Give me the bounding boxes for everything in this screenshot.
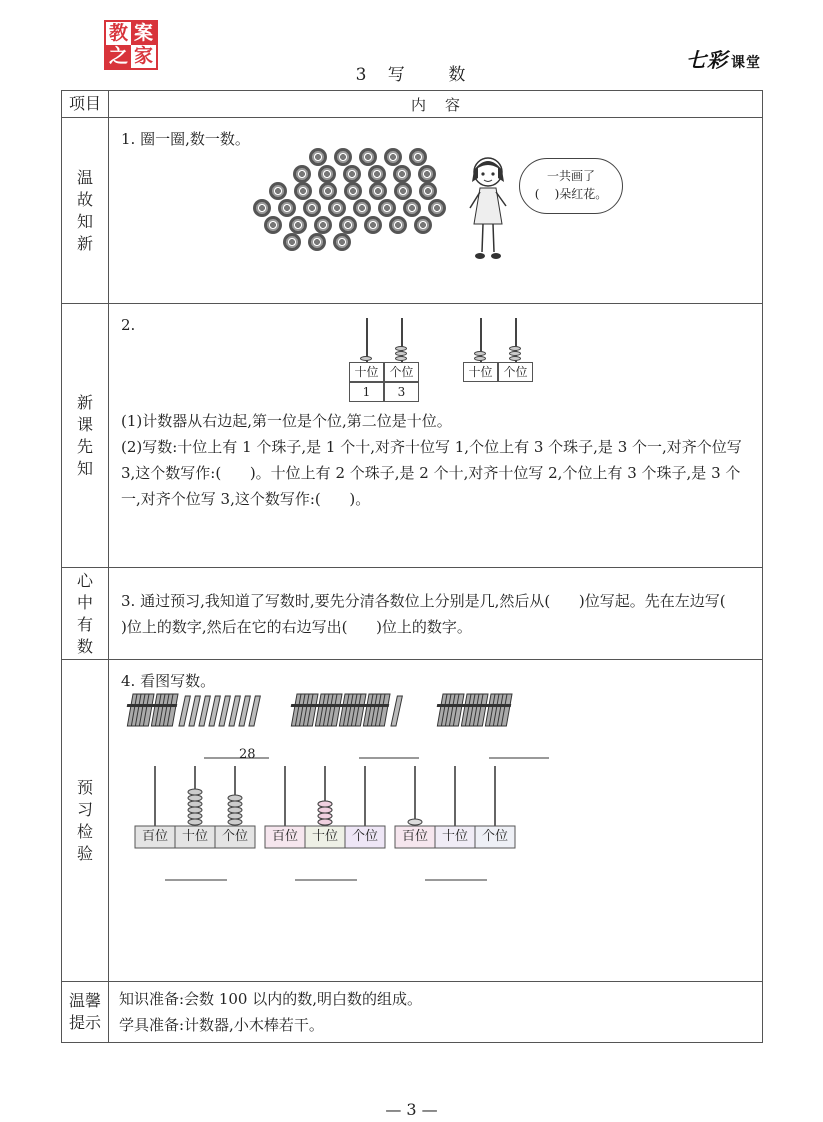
abacus-label-ones: 个位 xyxy=(498,362,533,382)
abacus-place-label: 十位 xyxy=(181,829,208,844)
logo-main: 七彩 xyxy=(686,48,728,72)
tip-line-1: 知识准备:会数 100 以内的数,明白数的组成。 xyxy=(119,990,422,1008)
abacus-bead xyxy=(188,789,202,795)
stick-bundle-icon xyxy=(363,694,390,726)
abacus-place-label: 十位 xyxy=(441,829,468,844)
abacus-value-ones: 3 xyxy=(384,382,419,402)
flower-icon xyxy=(283,233,301,251)
stick-icon xyxy=(239,696,250,726)
abacus-bead xyxy=(228,795,242,801)
abacus-bead xyxy=(318,813,332,819)
flower-icon xyxy=(344,182,362,200)
worksheet-table xyxy=(61,90,763,1043)
question-4: 4. 看图写数。 xyxy=(121,672,216,690)
stick-icon xyxy=(179,696,190,726)
abacus-place-label: 百位 xyxy=(401,829,428,844)
abacus-bead xyxy=(408,819,422,825)
flower-icon xyxy=(314,216,332,234)
flower-icon xyxy=(294,182,312,200)
abacus-label-tens: 十位 xyxy=(463,362,498,382)
stick-bundle-icon xyxy=(339,694,366,726)
abacus-value-tens: 1 xyxy=(349,382,384,402)
stick-icon xyxy=(199,696,210,726)
section-label: 新课先知 xyxy=(62,304,109,568)
abacus-bead xyxy=(228,813,242,819)
flower-icon xyxy=(328,199,346,217)
flower-group xyxy=(249,148,489,248)
abacus-bead xyxy=(228,801,242,807)
stick-bundle-icon xyxy=(461,694,488,726)
flower-icon xyxy=(419,182,437,200)
abacus-bead xyxy=(188,813,202,819)
abacus-place-label: 个位 xyxy=(351,829,378,844)
stick-icon xyxy=(229,696,240,726)
logo-char: 教 xyxy=(108,22,128,44)
stick-bundle-icon xyxy=(485,694,512,726)
logo-char: 家 xyxy=(133,45,153,67)
flower-icon xyxy=(264,216,282,234)
flower-icon xyxy=(428,199,446,217)
tip-line-2: 学具准备:计数器,小木棒若干。 xyxy=(119,1016,324,1034)
abacus-bead xyxy=(318,807,332,813)
abacus-place-label: 十位 xyxy=(311,829,338,844)
flower-icon xyxy=(353,199,371,217)
section-label: 预习检验 xyxy=(62,660,109,982)
question-2-number: 2. xyxy=(121,316,136,334)
paragraph-2-1: (1)计数器从右边起,第一位是个位,第二位是十位。 xyxy=(121,412,452,430)
abacus-bead xyxy=(188,795,202,801)
flower-icon xyxy=(394,182,412,200)
abacus-label-ones: 个位 xyxy=(384,362,419,382)
page-title xyxy=(0,60,823,85)
flower-icon xyxy=(368,165,386,183)
flower-icon xyxy=(253,199,271,217)
stick-bundle-icon xyxy=(291,694,318,726)
stick-icon xyxy=(209,696,220,726)
flower-icon xyxy=(384,148,402,166)
stick-bundle-icon xyxy=(315,694,342,726)
abacus-exercise xyxy=(463,318,533,402)
abacus-place-label: 个位 xyxy=(221,829,248,844)
flower-icon xyxy=(303,199,321,217)
abacus-bead xyxy=(228,819,242,825)
flower-icon xyxy=(403,199,421,217)
flower-icon xyxy=(309,148,327,166)
stick-icon xyxy=(189,696,200,726)
flower-icon xyxy=(289,216,307,234)
section-yuxi xyxy=(109,660,763,982)
flower-icon xyxy=(389,216,407,234)
title-word: 写 xyxy=(387,65,407,85)
question-1: 1. 圈一圈,数一数。 xyxy=(121,130,250,148)
flower-icon xyxy=(308,233,326,251)
flower-icon xyxy=(333,233,351,251)
q4-illustration xyxy=(109,660,759,960)
flower-icon xyxy=(364,216,382,234)
section-xinke xyxy=(109,304,763,568)
stick-bundle-icon xyxy=(151,694,178,726)
section-label: 温故知新 xyxy=(62,118,109,304)
stick-icon xyxy=(219,696,230,726)
flower-icon xyxy=(319,182,337,200)
abacus-bead xyxy=(228,807,242,813)
q4-drawing xyxy=(109,660,759,960)
abacus-place-label: 百位 xyxy=(141,829,168,844)
abacus-bead xyxy=(318,819,332,825)
flower-icon xyxy=(334,148,352,166)
section-xinzhong xyxy=(109,568,763,660)
section-wengu xyxy=(109,118,763,304)
section-label: 心中有数 xyxy=(62,568,109,660)
speech-bubble: 一共画了 ( )朵红花。 xyxy=(519,158,623,214)
stick-icon xyxy=(249,696,260,726)
abacus-bead xyxy=(318,801,332,807)
header-project: 项目 xyxy=(62,91,109,118)
question-3: 3. 通过预习,我知道了写数时,要先分清各数位上分别是几,然后从( )位写起。先在左边写( )位上的数字,然后在它的右边写出( )位上的数字。 xyxy=(121,591,755,636)
logo-sub: 课堂 xyxy=(731,55,761,71)
section-label: 温馨提示 xyxy=(62,982,109,1043)
flower-icon xyxy=(269,182,287,200)
flower-icon xyxy=(359,148,377,166)
flower-icon xyxy=(293,165,311,183)
section-tips xyxy=(109,982,763,1043)
abacus-example xyxy=(349,318,419,402)
girl-icon xyxy=(464,152,512,264)
stick-bundle-icon xyxy=(437,694,464,726)
flower-icon xyxy=(318,165,336,183)
abacus-bead xyxy=(188,807,202,813)
header-content: 内 容 xyxy=(109,91,763,118)
flower-icon xyxy=(409,148,427,166)
example-answer: 28 xyxy=(239,747,256,762)
flower-icon xyxy=(278,199,296,217)
flower-icon xyxy=(339,216,357,234)
page-number: — 3 — xyxy=(385,1100,438,1119)
abacus-bead xyxy=(188,819,202,825)
flower-icon xyxy=(414,216,432,234)
title-number: 3 xyxy=(355,65,369,85)
paragraph-2-2: (2)写数:十位上有 1 个珠子,是 1 个十,对齐十位写 1,个位上有 3 个珠子,是 3 个一,对齐个位写 3,这个数写作:( )。十位上有 2 个珠子,是 2 个十,对齐十位写 2,个位上有 3 个珠子,是 3 个一,对齐个位写 3,这个数写作:( )。 xyxy=(121,438,747,508)
abacus-place-label: 个位 xyxy=(481,829,508,844)
flower-icon xyxy=(393,165,411,183)
logo-char: 案 xyxy=(131,22,156,45)
abacus-place-label: 百位 xyxy=(271,829,298,844)
abacus-label-tens: 十位 xyxy=(349,362,384,382)
abacus-bead xyxy=(188,801,202,807)
flower-icon xyxy=(378,199,396,217)
title-word: 数 xyxy=(448,65,468,85)
stick-icon xyxy=(391,696,402,726)
flower-icon xyxy=(343,165,361,183)
flower-icon xyxy=(418,165,436,183)
logo-char: 之 xyxy=(106,45,131,68)
flower-icon xyxy=(369,182,387,200)
stick-bundle-icon xyxy=(127,694,154,726)
